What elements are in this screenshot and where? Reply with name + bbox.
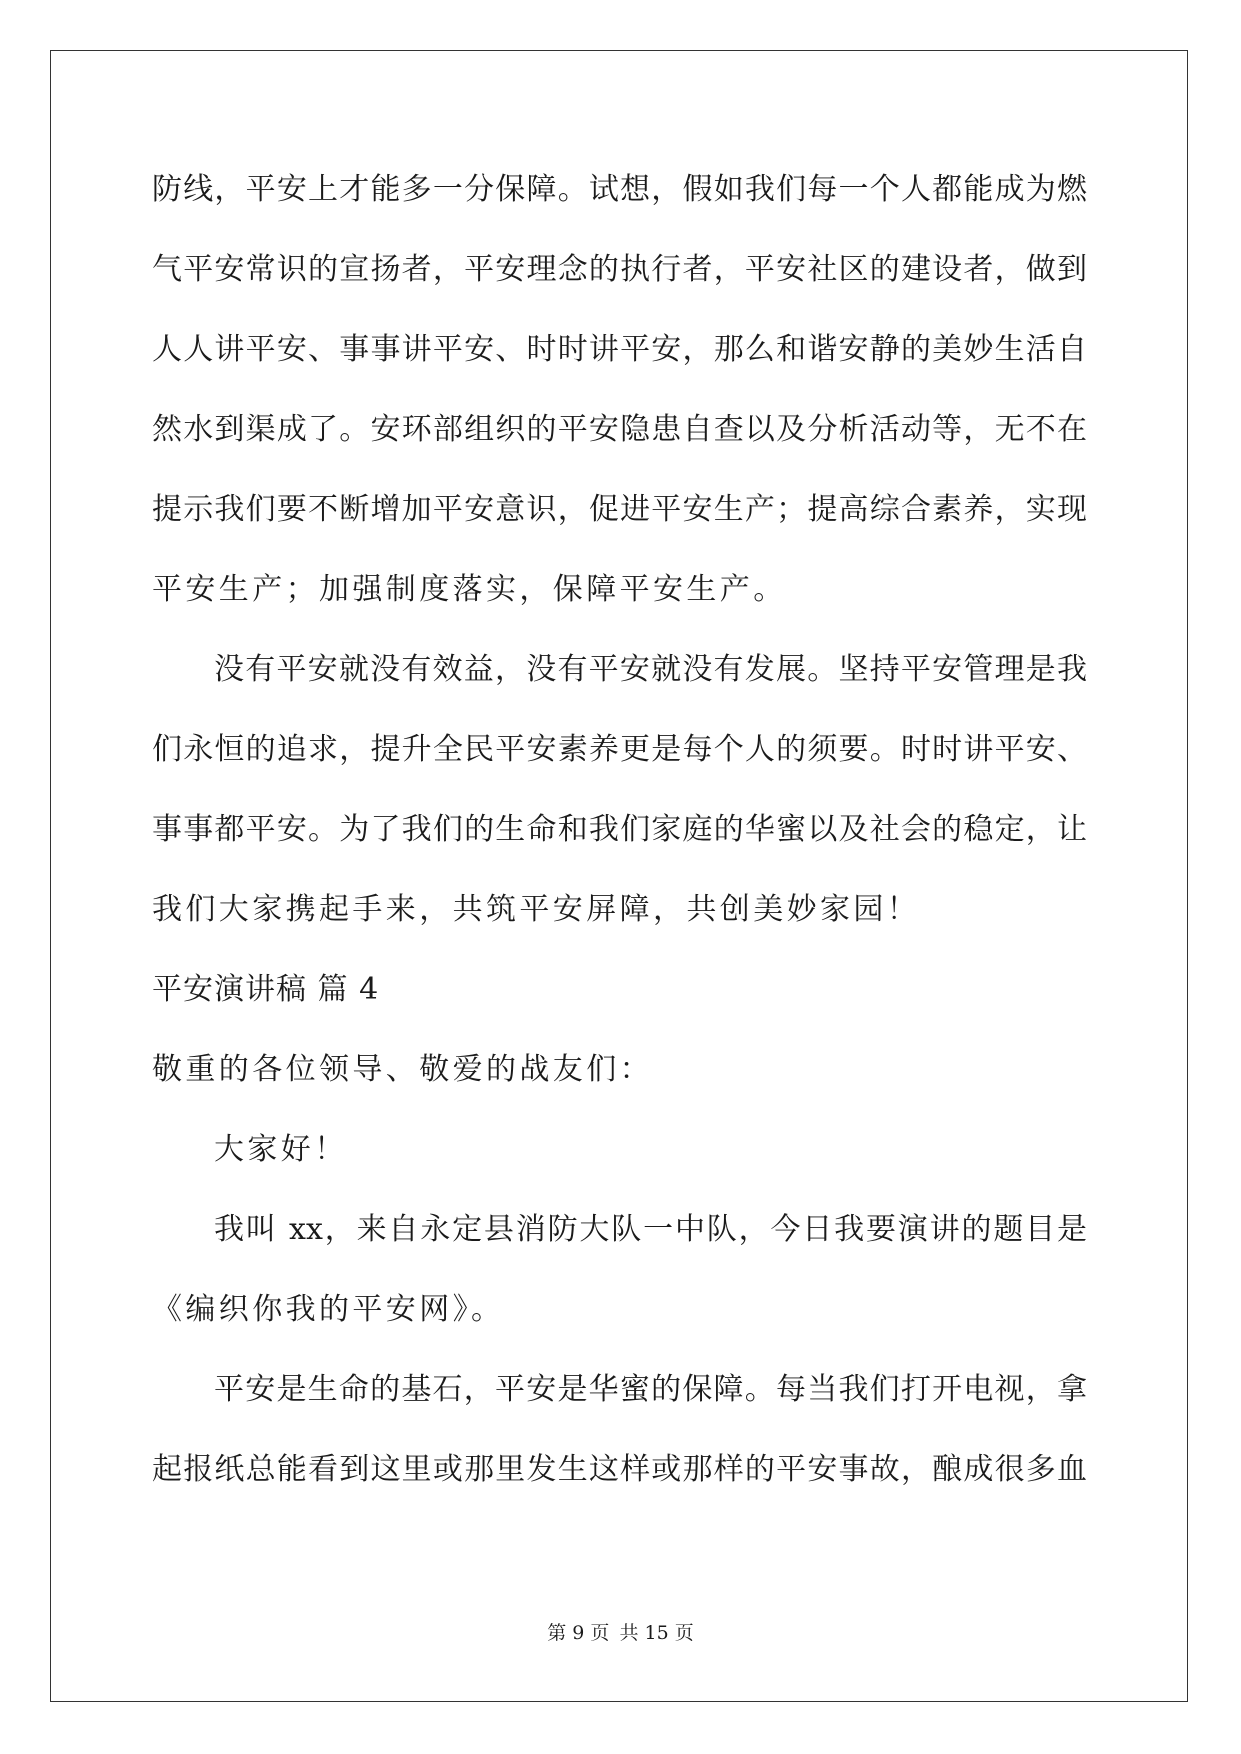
paragraph-line: 事事都平安。为了我们的生命和我们家庭的华蜜以及社会的稳定，让 <box>152 812 1087 847</box>
paragraph-line: 平安是生命的基石，平安是华蜜的保障。每当我们打开电视，拿 <box>214 1372 1087 1407</box>
paragraph-line: 平安生产；加强制度落实，保障平安生产。 <box>152 572 787 607</box>
paragraph-line: 们永恒的追求，提升全民平安素养更是每个人的须要。时时讲平安、 <box>152 732 1087 767</box>
paragraph-line: 人人讲平安、事事讲平安、时时讲平安，那么和谐安静的美妙生活自 <box>152 332 1087 367</box>
paragraph-line: 气平安常识的宣扬者，平安理念的执行者，平安社区的建设者，做到 <box>152 252 1087 287</box>
paragraph-line: 然水到渠成了。安环部组织的平安隐患自查以及分析活动等，无不在 <box>152 412 1087 447</box>
total-pages: 共 15 页 <box>619 1622 694 1644</box>
salutation: 敬重的各位领导、敬爱的战友们： <box>152 1052 653 1087</box>
page-footer <box>0 1618 1241 1645</box>
paragraph-line: 《编织你我的平安网》。 <box>152 1292 505 1327</box>
paragraph-line: 我叫 xx，来自永定县消防大队一中队，今日我要演讲的题目是 <box>214 1212 1087 1247</box>
paragraph-line: 没有平安就没有效益，没有平安就没有发展。坚持平安管理是我 <box>214 652 1087 687</box>
paragraph-line: 起报纸总能看到这里或那里发生这样或那样的平安事故，酿成很多血 <box>152 1452 1087 1487</box>
page-number: 第 9 页 <box>547 1622 610 1644</box>
paragraph-line: 我们大家携起手来，共筑平安屏障，共创美妙家园！ <box>152 892 921 927</box>
greeting: 大家好！ <box>214 1132 348 1167</box>
paragraph-line: 防线，平安上才能多一分保障。试想，假如我们每一个人都能成为燃 <box>152 172 1087 207</box>
section-heading: 平安演讲稿 篇 4 <box>152 972 380 1007</box>
paragraph-line: 提示我们要不断增加平安意识，促进平安生产；提高综合素养，实现 <box>152 492 1087 527</box>
